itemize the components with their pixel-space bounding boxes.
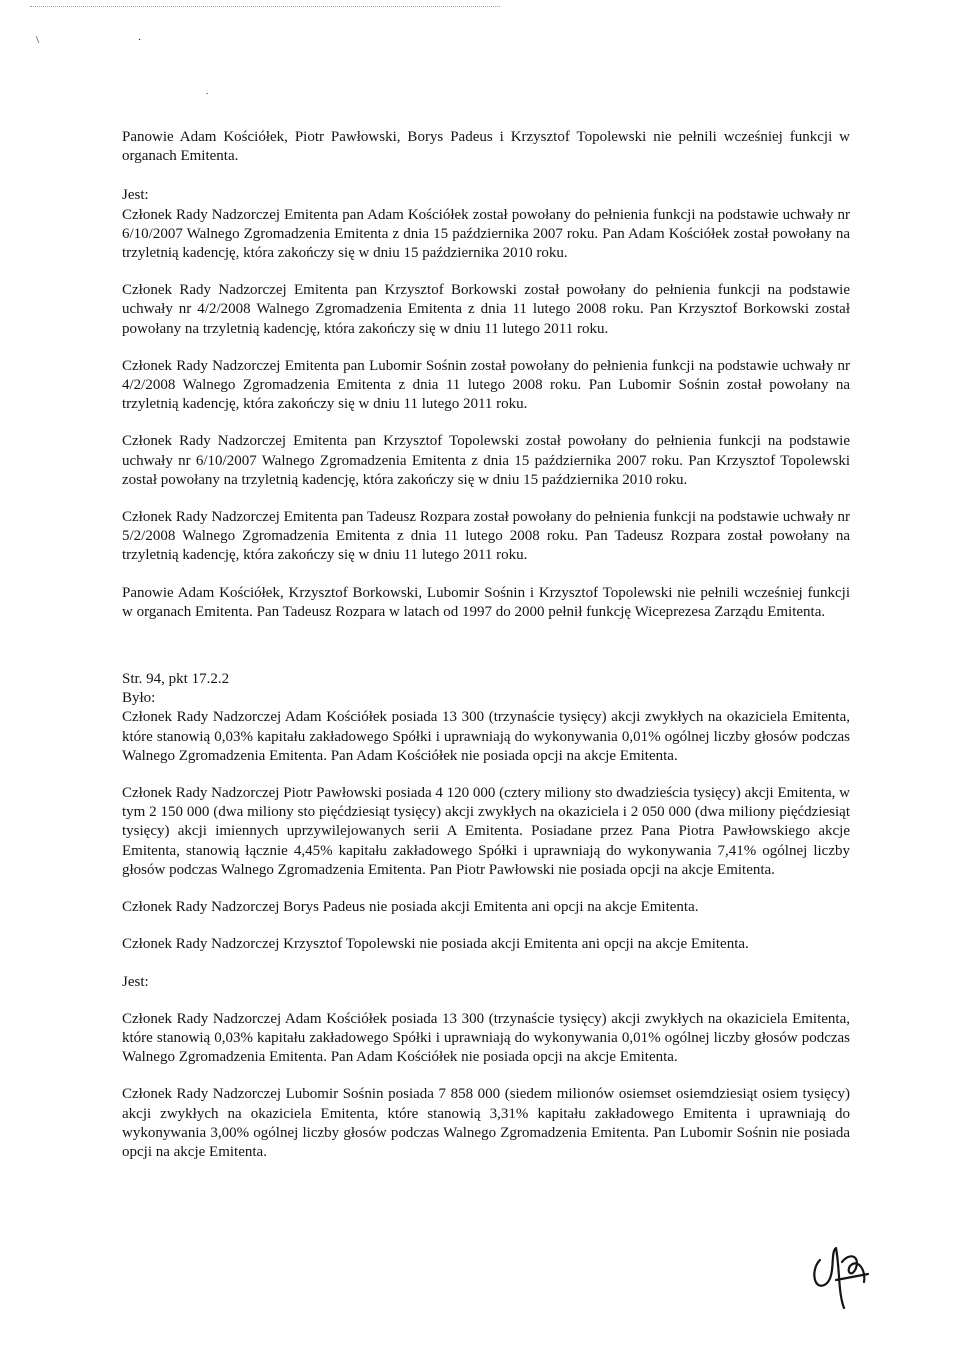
paragraph-rozpara-appointment: Członek Rady Nadzorczej Emitenta pan Tadeusz Rozpara został powołany do pełnienia funkcji na podstawie uchwały nr 5/2/2008 Walnego Zgromadzenia Emitenta z dnia 11 lutego 2008 roku. Pan Tadeusz Rozpara został powołany na trzyletnią kadencję, która zakończy się w dniu 11 lutego 2011 roku. (122, 509, 850, 564)
section-reference: Str. 94, pkt 17.2.2 (122, 671, 230, 688)
scan-header-strip (30, 6, 500, 11)
paragraph-padeus-shares: Członek Rady Nadzorczej Borys Padeus nie posiada akcji Emitenta ani opcji na akcje Emitenta. (122, 899, 699, 916)
heading-bylo: Było: (122, 690, 156, 707)
paragraph-koscioleek-shares-old: Członek Rady Nadzorczej Adam Kościółek posiada 13 300 (trzynaście tysięcy) akcji zwykłych na okaziciela Emitenta, które stanowią 0,03% kapitału zakładowego Spółki i uprawniają do wykonywania 0,01% ogólnej liczby głosów podczas Walnego Zgromadzenia Emitenta. Pan Adam Kościółek nie posiada opcji na akcje Emitenta. (122, 709, 850, 764)
paragraph-koscioleek-shares-new: Członek Rady Nadzorczej Adam Kościółek posiada 13 300 (trzynaście tysięcy) akcji zwykłych na okaziciela Emitenta, które stanowią 0,03% kapitału zakładowego Spółki i uprawniają do wykonywania 0,01% ogólnej liczby głosów podczas Walnego Zgromadzenia Emitenta. Pan Adam Kościółek nie posiada opcji na akcje Emitenta. (122, 1010, 850, 1066)
scan-margin-dot: . (206, 86, 209, 96)
heading-jest-1: Jest: (122, 187, 149, 204)
paragraph-topolewski-shares: Członek Rady Nadzorczej Krzysztof Topolewski nie posiada akcji Emitenta ani opcji na akcje Emitenta. (122, 936, 749, 953)
paragraph-koscioleek-appointment: Członek Rady Nadzorczej Emitenta pan Adam Kościółek został powołany do pełnienia funkcji na podstawie uchwały nr 6/10/2007 Walnego Zgromadzenia Emitenta z dnia 15 października 2007 roku. Pan Adam Kościółek został powołany na trzyletnią kadencję, która zakończy się w dniu 15 października 2010 roku. (122, 206, 850, 262)
heading-jest-2: Jest: (122, 973, 149, 990)
paragraph-sosnin-shares: Członek Rady Nadzorczej Lubomir Sośnin posiada 7 858 000 (siedem milionów osiemset osiemdziesiąt osiem tysięcy) akcji zwykłych na okaziciela Emitenta, które stanowią 3,31% kapitału zakładowego Emitenta i uprawniają do wykonywania 3,00% ogólnej liczby głosów podczas Walnego Zgromadzenia Emitenta. Pan Lubomir Sośnin nie posiada opcji na akcje Emitenta. (122, 1086, 850, 1160)
paragraph-sosnin-appointment: Członek Rady Nadzorczej Emitenta pan Lubomir Sośnin został powołany do pełnienia funkcji na podstawie uchwały nr 4/2/2008 Walnego Zgromadzenia Emitenta z dnia 11 lutego 2008 roku. Pan Lubomir Sośnin został powołany na trzyletnią kadencję, która zakończy się w dniu 11 lutego 2011 roku. (122, 357, 850, 413)
paragraph-borkowski-appointment: Członek Rady Nadzorczej Emitenta pan Krzysztof Borkowski został powołany do pełnienia funkcji na podstawie uchwały nr 4/2/2008 Walnego Zgromadzenia Emitenta z dnia 11 lutego 2008 roku. Pan Krzysztof Borkowski został powołany na trzyletnią kadencję, która zakończy się w dniu 11 lutego 2011 roku. (122, 282, 850, 337)
paragraph-prior-functions: Panowie Adam Kościółek, Krzysztof Borkowski, Lubomir Sośnin i Krzysztof Topolewski nie pełnili wcześniej funkcji w organach Emitenta. Pan Tadeusz Rozpara w latach od 1997 do 2000 pełnił funkcję Wiceprezesa Zarządu Emitenta. (122, 584, 850, 620)
paragraph-former-members: Panowie Adam Kościółek, Piotr Pawłowski, Borys Padeus i Krzysztof Topolewski nie pełnili wcześniej funkcji w organach Emitenta. (122, 129, 850, 165)
handwritten-signature (806, 1222, 874, 1318)
scan-margin-marks: \ · (36, 34, 190, 46)
document-body (122, 128, 850, 1162)
paragraph-topolewski-appointment: Członek Rady Nadzorczej Emitenta pan Krzysztof Topolewski został powołany do pełnienia funkcji na podstawie uchwały nr 6/10/2007 Walnego Zgromadzenia Emitenta z dnia 15 października 2007 roku. Pan Krzysztof Topolewski został powołany na trzyletnią kadencję, która zakończy się w dniu 15 października 2010 roku. (122, 433, 850, 488)
paragraph-pawlowski-shares: Członek Rady Nadzorczej Piotr Pawłowski posiada 4 120 000 (cztery miliony sto dwadzieścia tysięcy) akcji Emitenta, w tym 2 150 000 (dwa miliony sto pięćdziesiąt tysięcy) akcji zwykłych na okaziciela i 2 050 000 (dwa miliony pięćdziesiąt tysięcy) akcji imiennych uprzywilejowanych serii A Emitenta. Posiadane przez Pana Piotra Pawłowskiego akcje Emitenta, stanowią łącznie 4,45% kapitału zakładowego Spółki i uprawniają do wykonywania 7,41% ogólnej liczby głosów podczas Walnego Zgromadzenia Emitenta. Pan Piotr Pawłowski nie posiada opcji na akcje Emitenta. (122, 785, 850, 878)
